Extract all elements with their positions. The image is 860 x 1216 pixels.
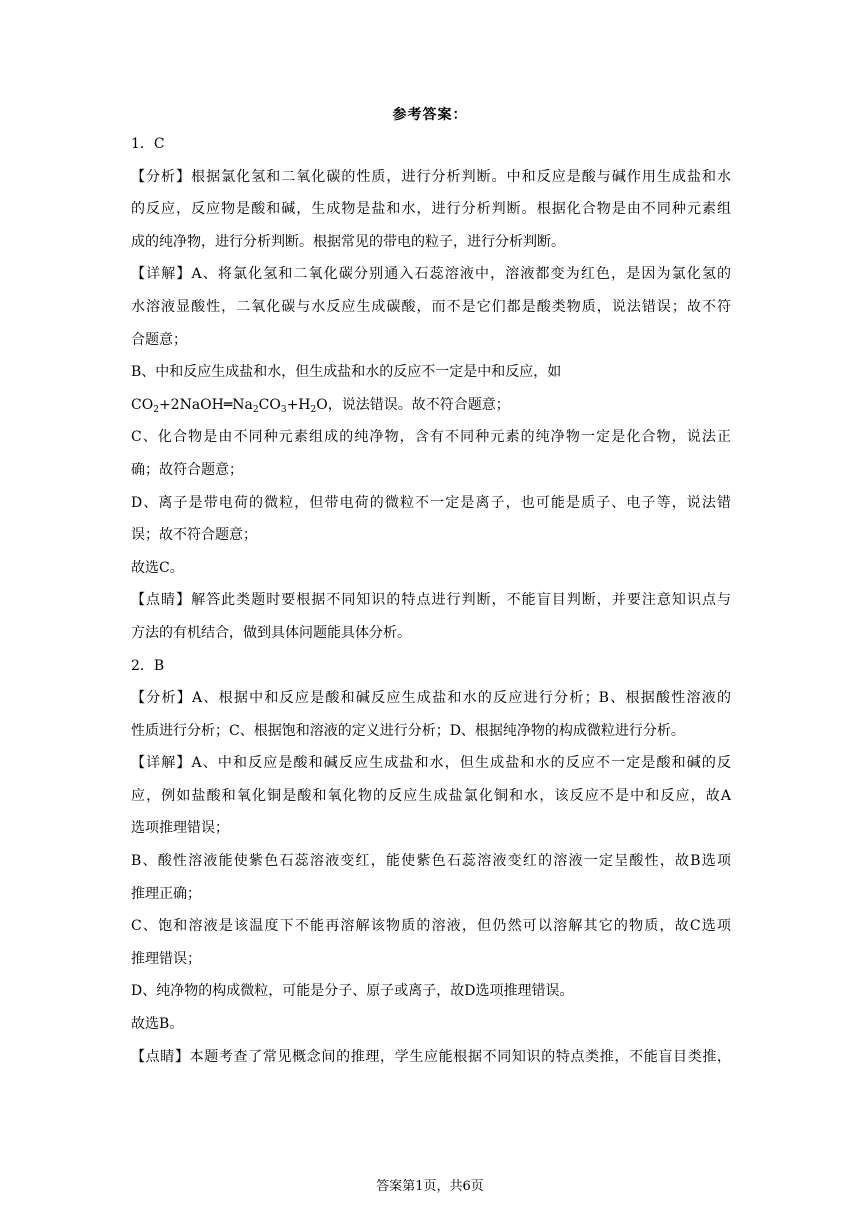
q2-detail-a-line: 【详解】A、中和反应是酸和碱反应生成盐和水，但生成盐和水的反应不一定是酸和碱的反	[131, 755, 731, 772]
q2-choice: 故选B。	[131, 1016, 184, 1033]
q1-tip-line: 【点睛】解答此类题时要根据不同知识的特点进行判断，不能盲目判断，并要注意知识点与	[131, 592, 731, 609]
q1-choice: 故选C。	[131, 559, 184, 576]
eq-part: O，说法错误。故不符合题意；	[316, 396, 510, 413]
q1-detail-a-line: 水溶液显酸性，二氧化碳与水反应生成碳酸，而不是它们都是酸类物质，说法错误；故不符	[131, 298, 731, 315]
page-title: 参考答案：	[392, 107, 468, 123]
q1-detail-c-line: 确；故符合题意；	[131, 461, 243, 478]
q2-detail-b-line: B、酸性溶液能使紫色石蕊溶液变红，能使紫色石蕊溶液变红的溶液一定呈酸性，故B选项	[131, 853, 731, 870]
page-footer: 答案第1页，共6页	[376, 1179, 484, 1194]
q2-detail-c-line: C、饱和溶液是该温度下不能再溶解该物质的溶液，但仍然可以溶解其它的物质，故C选项	[131, 918, 731, 935]
q1-equation	[131, 395, 731, 428]
eq-part: CO	[258, 396, 281, 413]
q1-detail-a-line: 【详解】A、将氯化氢和二氧化碳分别通入石蕊溶液中，溶液都变为红色，是因为氯化氢的	[131, 266, 731, 283]
q1-number: 1．C	[131, 136, 165, 152]
q2-detail-a-line: 选项推理错误；	[131, 820, 229, 837]
q2-detail-a-line: 应，例如盐酸和氧化铜是酸和氧化物的反应生成盐氯化铜和水，该反应不是中和反应，故A	[131, 787, 731, 804]
eq-part: +H	[286, 396, 311, 413]
q1-detail-d-line: D、离子是带电荷的微粒，但带电荷的微粒不一定是离子，也可能是质子、电子等，说法错	[131, 494, 731, 511]
answer-content	[131, 134, 731, 1079]
q1-analysis-line: 【分析】根据氯化氢和二氧化碳的性质，进行分析判断。中和反应是酸与碱作用生成盐和水	[131, 168, 731, 185]
q1-detail-a-line: 合题意；	[131, 331, 187, 348]
q1-tip-line: 方法的有机结合，做到具体问题能具体分析。	[131, 624, 411, 641]
q2-detail-d-line: D、纯净物的构成微粒，可能是分子、原子或离子，故D选项推理错误。	[131, 983, 574, 1000]
q1-analysis-line: 成的纯净物，进行分析判断。根据常见的带电的粒子，进行分析判断。	[131, 233, 565, 250]
eq-part: CO	[131, 396, 154, 413]
q2-detail-c-line: 推理错误；	[131, 950, 201, 967]
q1-analysis-line: 的反应，反应物是酸和碱，生成物是盐和水，进行分析判断。根据化合物是由不同种元素组	[131, 201, 731, 218]
q2-detail-b-line: 推理正确；	[131, 885, 201, 902]
q1-detail-c-line: C、化合物是由不同种元素组成的纯净物，含有不同种元素的纯净物一定是化合物，说法正	[131, 429, 731, 446]
eq-part: +2NaOH═Na	[158, 396, 253, 413]
q2-tip-line: 【点睛】本题考查了常见概念间的推理，学生应能根据不同知识的特点类推，不能盲目类推，	[131, 1048, 731, 1065]
eq-subscript: 2	[153, 404, 159, 415]
q2-analysis-line: 【分析】A、根据中和反应是酸和碱反应生成盐和水的反应进行分析；B、根据酸性溶液的	[131, 690, 731, 707]
q1-detail-b-line: B、中和反应生成盐和水，但生成盐和水的反应不一定是中和反应，如	[131, 364, 562, 381]
eq-subscript: 3	[280, 404, 287, 415]
q2-number: 2．B	[131, 657, 165, 674]
q2-analysis-line: 性质进行分析；C、根据饱和溶液的定义进行分析；D、根据纯净物的构成微粒进行分析。	[131, 722, 685, 739]
eq-subscript: 2	[252, 404, 259, 415]
eq-subscript: 2	[310, 404, 317, 415]
q1-detail-d-line: 误；故不符合题意；	[131, 527, 257, 544]
